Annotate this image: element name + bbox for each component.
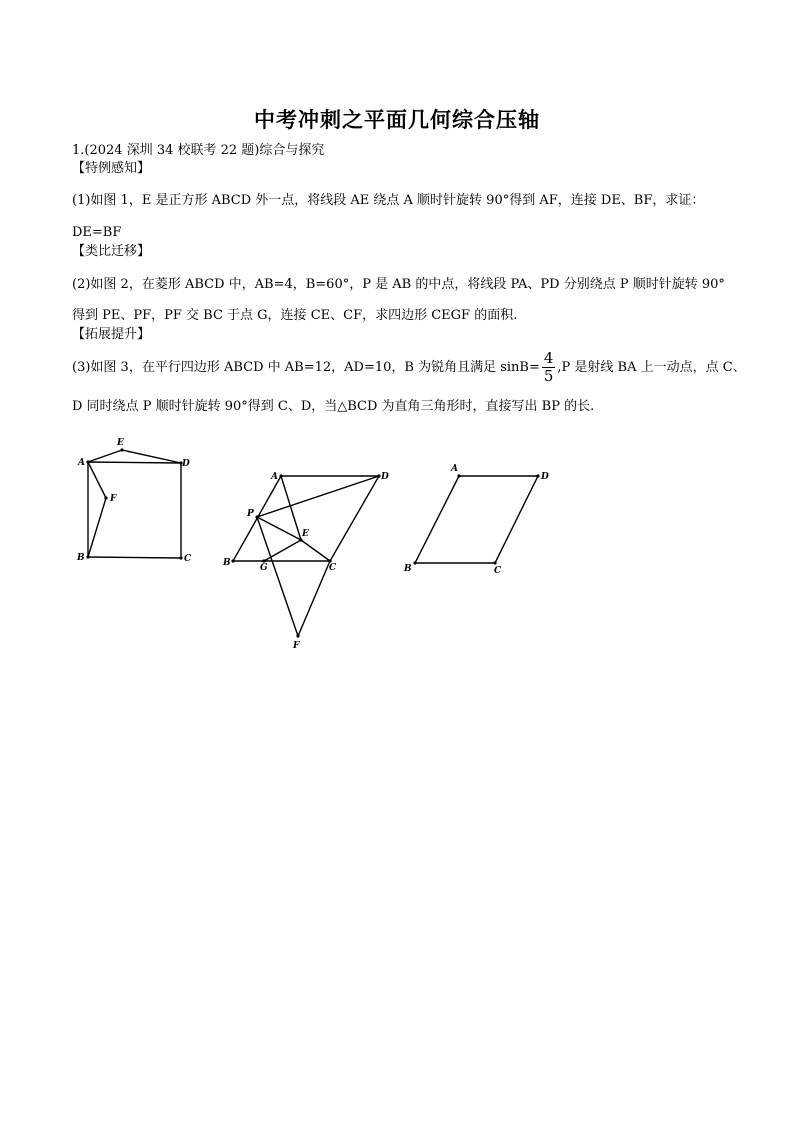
part3-text-line2: D 同时绕点 P 顺时针旋转 90°得到 C、D，当△BCD 为直角三角形时，直接写出 BP 的长.: [72, 399, 595, 414]
fig2-label-p: P: [247, 509, 254, 519]
section-heading-3: 【拓展提升】: [72, 327, 151, 342]
fig2-label-g: G: [260, 563, 268, 573]
fig2-label-c: C: [329, 563, 337, 573]
section-heading-2: 【类比迁移】: [72, 244, 151, 259]
fig3-label-d: D: [541, 472, 549, 482]
fig2-label-d: D: [381, 472, 389, 482]
fig2-label-f: F: [293, 641, 300, 651]
part1-text-line1: (1)如图 1，E 是正方形 ABCD 外一点，将线段 AE 绕点 A 顺时针旋转 90°得到 AF，连接 DE、BF，求证：: [72, 193, 705, 208]
part2-text-line1: (2)如图 2，在菱形 ABCD 中，AB=4，B=60°，P 是 AB 的中点，将线段 PA、PD 分别绕点 P 顺时针旋转 90°: [72, 277, 725, 292]
part3-text-before: (3)如图 3，在平行四边形 ABCD 中 AB=12，AD=10，B 为锐角且满足 sinB=: [72, 360, 540, 375]
fig1-label-c: C: [184, 554, 192, 564]
page-title: 中考冲刺之平面几何综合压轴: [254, 107, 540, 132]
fig2-label-b: B: [223, 558, 231, 568]
section-heading-1: 【特例感知】: [72, 161, 151, 176]
fig2-label-a: A: [271, 472, 278, 482]
question-source: 1.(2024 深圳 34 校联考 22 题)综合与探究: [72, 143, 325, 158]
fig3-label-a: A: [451, 464, 458, 474]
fig2-label-e: E: [302, 529, 309, 539]
fig1-label-f: F: [110, 494, 117, 504]
fig1-label-d: D: [182, 459, 190, 469]
fig1-label-e: E: [117, 438, 124, 448]
fig3-label-b: B: [404, 564, 412, 574]
part2-text-line2: 得到 PE、PF，PF 交 BC 于点 G，连接 CE、CF，求四边形 CEGF 的面积.: [72, 308, 518, 323]
part1-text-line2: DE=BF: [72, 225, 122, 240]
fraction-numerator: 4: [543, 349, 554, 367]
fraction-denominator: 5: [543, 367, 554, 385]
fig1-label-b: B: [77, 553, 85, 563]
part3-text-after: ,P 是射线 BA 上一动点，点 C、: [557, 360, 746, 375]
fig3-label-c: C: [494, 566, 502, 576]
fig1-label-a: A: [78, 458, 85, 468]
